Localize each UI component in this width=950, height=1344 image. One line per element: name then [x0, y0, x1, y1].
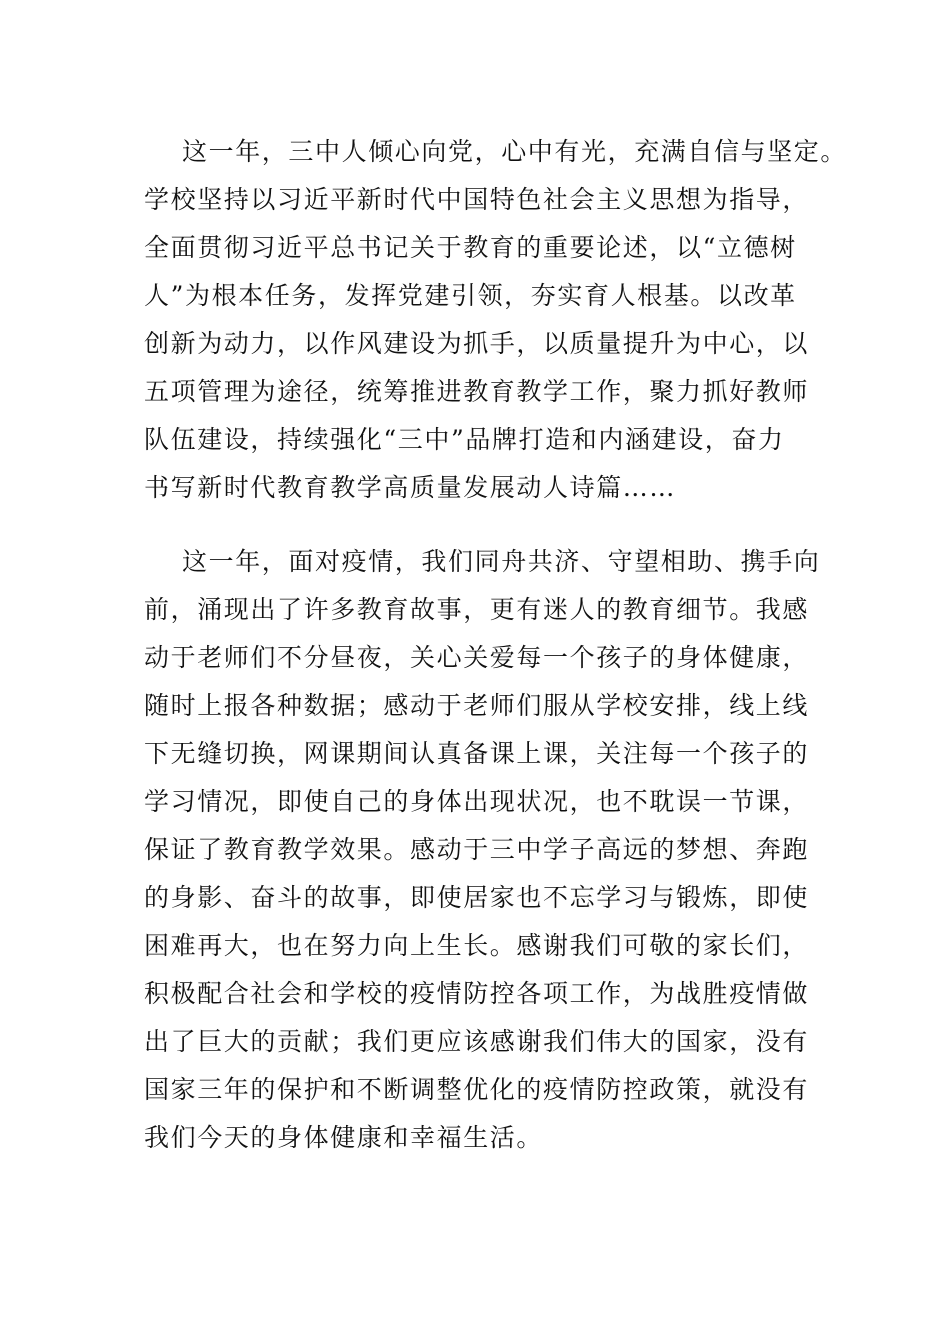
- paragraph-line: 书写新时代教育教学高质量发展动人诗篇……: [144, 473, 677, 502]
- paragraph-line: 学校坚持以习近平新时代中国特色社会主义思想为指导，: [144, 185, 810, 214]
- paragraph-line: 困难再大，也在努力向上生长。感谢我们可敬的家长们，: [144, 931, 810, 960]
- paragraph-line: 我们今天的身体健康和幸福生活。: [144, 1123, 544, 1152]
- paragraph-line: 队伍建设，持续强化“三中”品牌打造和内涵建设，奋力: [144, 425, 785, 454]
- paragraph-line: 保证了教育教学效果。感动于三中学子高远的梦想、奔跑: [144, 835, 810, 864]
- paragraph-line: 学习情况，即使自己的身体出现状况，也不耽误一节课，: [144, 787, 810, 816]
- paragraph-line: 人”为根本任务，发挥党建引领，夯实育人根基。以改革: [144, 281, 797, 310]
- paragraph-line: 前，涌现出了许多教育故事，更有迷人的教育细节。我感: [144, 595, 810, 624]
- paragraph-2: [144, 538, 824, 1162]
- paragraph-line: 的身影、奋斗的故事，即使居家也不忘学习与锻炼，即使: [144, 883, 810, 912]
- paragraph-line: 积极配合社会和学校的疫情防控各项工作，为战胜疫情做: [144, 979, 810, 1008]
- paragraph-line: 创新为动力，以作风建设为抓手，以质量提升为中心，以: [144, 329, 810, 358]
- paragraph-line: 下无缝切换，网课期间认真备课上课，关注每一个孩子的: [144, 739, 810, 768]
- paragraph-line: 出了巨大的贡献；我们更应该感谢我们伟大的国家，没有: [144, 1027, 810, 1056]
- paragraph-line: 国家三年的保护和不断调整优化的疫情防控政策，就没有: [144, 1075, 810, 1104]
- paragraph-line: 动于老师们不分昼夜，关心关爱每一个孩子的身体健康，: [144, 643, 810, 672]
- paragraph-1: [144, 128, 848, 512]
- paragraph-line: 这一年，三中人倾心向党，心中有光，充满自信与坚定。: [182, 137, 848, 166]
- paragraph-line: 全面贯彻习近平总书记关于教育的重要论述，以“立德树: [144, 233, 797, 262]
- paragraph-line: 这一年，面对疫情，我们同舟共济、守望相助、携手向: [182, 547, 821, 576]
- paragraph-line: 随时上报各种数据；感动于老师们服从学校安排，线上线: [144, 691, 810, 720]
- paragraph-line: 五项管理为途径，统筹推进教育教学工作，聚力抓好教师: [144, 377, 810, 406]
